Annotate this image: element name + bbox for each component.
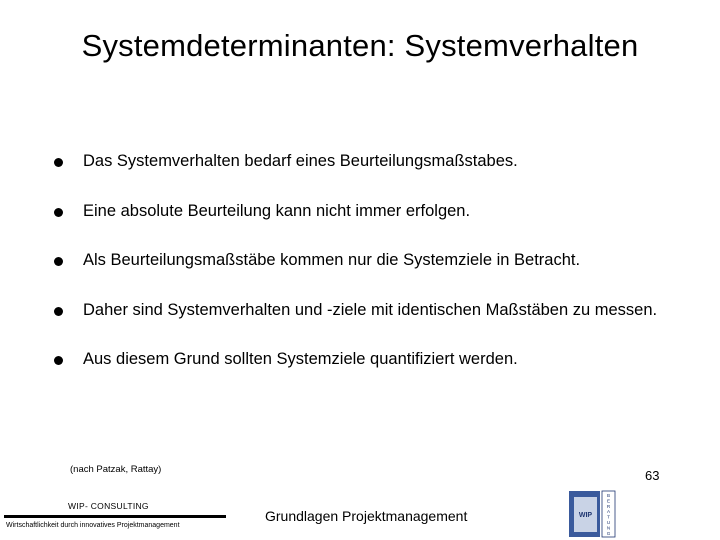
bullet-text: Aus diesem Grund sollten Systemziele quantifiziert werden. bbox=[83, 350, 518, 368]
logo-letter: T bbox=[607, 514, 610, 520]
bullet-item bbox=[54, 350, 720, 400]
wip-logo-icon bbox=[566, 489, 616, 539]
bullet-item bbox=[54, 301, 720, 351]
logo-text: WIP bbox=[578, 512, 593, 519]
bullet-dot-icon bbox=[54, 257, 63, 266]
bullet-list bbox=[54, 152, 720, 400]
bullet-dot-icon bbox=[54, 208, 63, 217]
bullet-item bbox=[54, 202, 720, 252]
bullet-dot-icon bbox=[54, 356, 63, 365]
logo-letter: R bbox=[606, 503, 611, 509]
bullet-dot-icon bbox=[54, 307, 63, 316]
bullet-text: Daher sind Systemverhalten und -ziele mit identischen Maßstäben zu messen. bbox=[83, 300, 658, 319]
source-citation: (nach Patzak, Rattay) bbox=[70, 464, 162, 475]
bullet-text: Als Beurteilungsmaßstäbe kommen nur die Systemziele in Betracht. bbox=[83, 251, 581, 269]
logo-letter: E bbox=[606, 498, 611, 504]
bullet-dot-icon bbox=[54, 158, 63, 167]
footer-company: WIP- CONSULTING bbox=[68, 501, 149, 511]
logo-letter: B bbox=[606, 493, 611, 498]
logo-letter: N bbox=[606, 525, 611, 531]
logo-letter: A bbox=[606, 509, 611, 515]
logo-letter: U bbox=[606, 520, 611, 525]
page-number: 63 bbox=[645, 468, 660, 483]
footer-divider bbox=[4, 515, 226, 518]
footer-course-title: Grundlagen Projektmanagement bbox=[265, 508, 468, 524]
logo-letter: G bbox=[606, 530, 611, 536]
bullet-text: Eine absolute Beurteilung kann nicht immer erfolgen. bbox=[83, 201, 471, 220]
bullet-item bbox=[54, 251, 720, 301]
bullet-item bbox=[54, 152, 720, 202]
slide-title: Systemdeterminanten: Systemverhalten bbox=[81, 28, 639, 63]
bullet-text: Das Systemverhalten bedarf eines Beurteilungsmaßstabes. bbox=[83, 152, 518, 170]
footer-tagline: Wirtschaftlichkeit durch innovatives Projektmanagement bbox=[6, 522, 180, 529]
